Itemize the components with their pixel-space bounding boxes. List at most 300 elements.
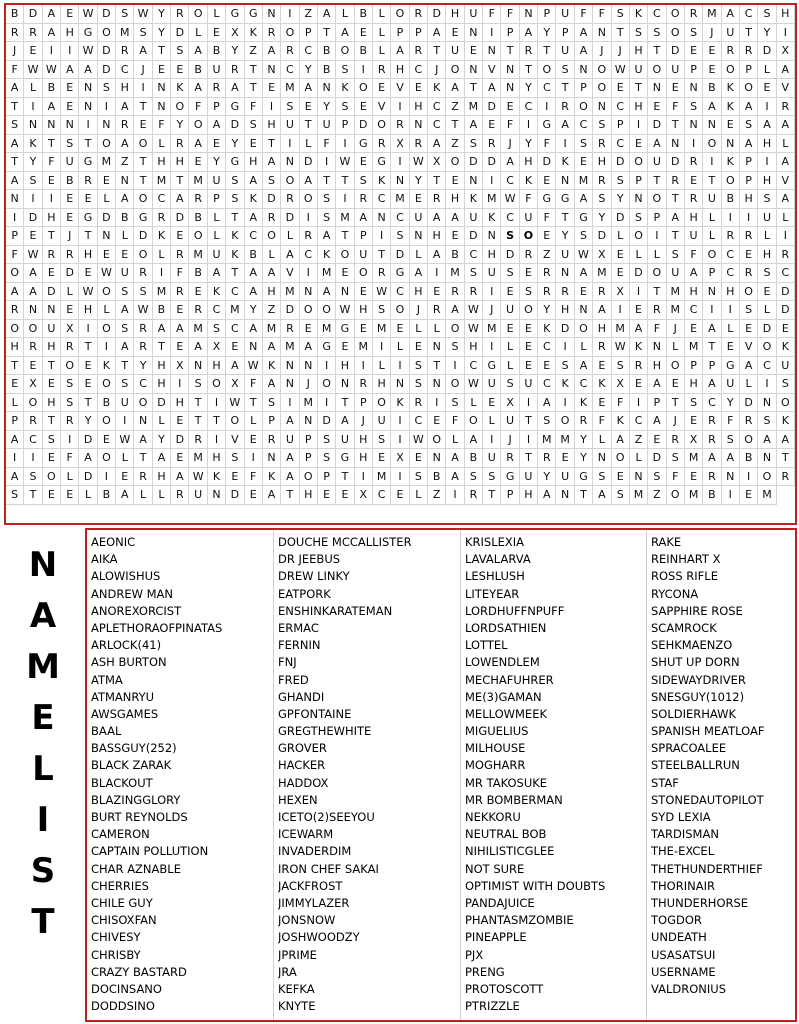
grid-cell: P (300, 431, 318, 450)
grid-cell: E (410, 190, 428, 209)
grid-cell: E (410, 449, 428, 468)
grid-cell: L (410, 486, 428, 505)
grid-cell: D (79, 431, 97, 450)
grid-cell: E (355, 320, 373, 339)
grid-cell: O (300, 190, 318, 209)
grid-cell: K (520, 172, 538, 191)
grid-cell: R (43, 246, 61, 265)
grid-cell: N (501, 79, 519, 98)
grid-cell: A (208, 264, 226, 283)
grid-cell: R (134, 468, 152, 487)
grid-cell: S (667, 246, 685, 265)
grid-cell: W (410, 153, 428, 172)
grid-cell: I (630, 283, 648, 302)
grid-cell: E (612, 468, 630, 487)
grid-cell: W (465, 320, 483, 339)
grid-cell: I (391, 431, 409, 450)
grid-cell: U (501, 301, 519, 320)
grid-cell: D (281, 209, 299, 228)
grid-cell: U (465, 209, 483, 228)
grid-cell: C (410, 61, 428, 80)
grid-cell: R (410, 5, 428, 24)
grid-cell: N (336, 283, 354, 302)
grid-cell: T (43, 357, 61, 376)
grid-cell: S (61, 135, 79, 154)
name-item: LORDHUFFNPUFF (465, 603, 565, 618)
grid-cell: L (6, 394, 24, 413)
name-item: SHUT UP DORN (651, 655, 740, 670)
grid-cell: Z (446, 98, 464, 117)
grid-cell: M (336, 209, 354, 228)
grid-cell: I (612, 301, 630, 320)
grid-cell: A (428, 246, 446, 265)
grid-cell: H (446, 190, 464, 209)
title-letter: L (32, 749, 54, 789)
name-item: APLETHORAOFPINATAS (91, 620, 223, 635)
grid-cell: Y (79, 412, 97, 431)
grid-cell: G (483, 357, 501, 376)
grid-cell: S (116, 283, 134, 302)
grid-cell: N (43, 116, 61, 135)
grid-cell: E (483, 394, 501, 413)
grid-cell: A (465, 116, 483, 135)
name-item: PJX (465, 947, 484, 962)
grid-cell: A (575, 42, 593, 61)
grid-cell: N (24, 301, 42, 320)
grid-cell: N (575, 61, 593, 80)
grid-cell: H (630, 98, 648, 117)
grid-cell: I (98, 338, 116, 357)
grid-cell: E (355, 98, 373, 117)
grid-cell: N (428, 338, 446, 357)
grid-cell: O (134, 135, 152, 154)
grid-cell: E (740, 246, 758, 265)
grid-cell: N (630, 190, 648, 209)
grid-cell: J (134, 61, 152, 80)
grid-cell: U (501, 412, 519, 431)
grid-cell: A (245, 172, 263, 191)
grid-cell: I (483, 338, 501, 357)
grid-cell: E (758, 79, 776, 98)
grid-cell: A (263, 375, 281, 394)
grid-cell: X (612, 375, 630, 394)
grid-cell: I (43, 42, 61, 61)
grid-cell: V (777, 172, 795, 191)
grid-cell: D (226, 486, 244, 505)
grid-cell: W (336, 301, 354, 320)
grid-cell: J (593, 42, 611, 61)
grid-cell: A (24, 283, 42, 302)
grid-cell: I (520, 116, 538, 135)
grid-cell: S (740, 301, 758, 320)
grid-cell: H (758, 172, 776, 191)
grid-cell: I (428, 264, 446, 283)
namelist-column-2 (274, 530, 461, 1020)
grid-cell: O (446, 153, 464, 172)
grid-cell: N (593, 24, 611, 43)
grid-cell: R (24, 412, 42, 431)
grid-cell: E (189, 283, 207, 302)
grid-cell: U (520, 468, 538, 487)
grid-cell: I (153, 264, 171, 283)
grid-cell: D (355, 116, 373, 135)
grid-cell: H (79, 301, 97, 320)
name-item: JIMMYLAZER (278, 895, 350, 910)
name-item: FRED (278, 672, 309, 687)
name-item: GREGTHEWHITE (278, 724, 372, 739)
grid-cell: I (336, 135, 354, 154)
grid-cell: A (79, 449, 97, 468)
grid-cell: S (373, 301, 391, 320)
grid-cell: S (410, 357, 428, 376)
grid-cell: U (520, 375, 538, 394)
grid-cell: I (24, 98, 42, 117)
grid-cell: J (61, 227, 79, 246)
grid-cell: X (226, 24, 244, 43)
grid-cell: S (593, 190, 611, 209)
grid-cell: M (153, 172, 171, 191)
grid-cell: R (722, 227, 740, 246)
grid-cell: O (98, 375, 116, 394)
name-item: AEONIC (91, 535, 136, 549)
grid-cell: F (667, 98, 685, 117)
grid-cell: I (6, 209, 24, 228)
grid-cell: E (171, 227, 189, 246)
grid-cell: R (483, 135, 501, 154)
grid-cell: N (648, 338, 666, 357)
grid-cell: S (612, 357, 630, 376)
name-item: ANDREW MAN (91, 586, 173, 601)
grid-cell: L (281, 227, 299, 246)
grid-cell: O (98, 412, 116, 431)
grid-cell: I (281, 135, 299, 154)
grid-cell: H (43, 338, 61, 357)
grid-cell: F (520, 190, 538, 209)
grid-cell: L (98, 301, 116, 320)
grid-cell: K (263, 357, 281, 376)
grid-cell: N (593, 98, 611, 117)
namelist-column-4 (647, 530, 795, 1020)
grid-cell: L (208, 227, 226, 246)
grid-cell: W (226, 394, 244, 413)
grid-cell: H (758, 135, 776, 154)
grid-cell: T (134, 449, 152, 468)
grid-cell: K (336, 79, 354, 98)
grid-cell: P (300, 449, 318, 468)
grid-cell: B (446, 246, 464, 265)
grid-cell: R (24, 338, 42, 357)
grid-cell: B (428, 468, 446, 487)
grid-cell: U (465, 5, 483, 24)
grid-cell: L (153, 135, 171, 154)
grid-cell: F (446, 412, 464, 431)
grid-cell: U (336, 431, 354, 450)
grid-cell: W (189, 468, 207, 487)
grid-cell: E (483, 116, 501, 135)
grid-cell: F (6, 61, 24, 80)
grid-cell: R (61, 246, 79, 265)
grid-cell: E (630, 135, 648, 154)
name-item: OPTIMIST WITH DOUBTS (465, 878, 606, 893)
grid-cell: P (300, 24, 318, 43)
grid-cell: S (612, 5, 630, 24)
grid-cell: T (703, 172, 721, 191)
grid-cell: R (134, 338, 152, 357)
grid-cell: E (61, 5, 79, 24)
grid-cell: O (98, 320, 116, 339)
grid-cell: H (171, 153, 189, 172)
grid-cell: T (667, 394, 685, 413)
grid-cell: M (98, 153, 116, 172)
grid-cell: W (134, 5, 152, 24)
grid-cell: R (501, 449, 519, 468)
grid-cell: N (667, 135, 685, 154)
grid-cell: K (556, 153, 574, 172)
grid-cell: S (263, 172, 281, 191)
grid-cell: U (556, 42, 574, 61)
grid-cell: O (648, 190, 666, 209)
grid-cell: A (703, 320, 721, 339)
grid-cell: E (758, 283, 776, 302)
name-item: INVADERDIM (278, 844, 352, 859)
grid-cell: I (428, 394, 446, 413)
grid-cell: C (24, 431, 42, 450)
grid-cell: R (465, 283, 483, 302)
grid-cell: K (226, 246, 244, 265)
grid-cell: T (667, 227, 685, 246)
name-item: USASATSUI (651, 947, 716, 962)
grid-cell: A (428, 209, 446, 228)
grid-cell: O (61, 357, 79, 376)
grid-cell: P (391, 24, 409, 43)
grid-cell: U (281, 116, 299, 135)
grid-cell: F (538, 135, 556, 154)
grid-cell: A (116, 98, 134, 117)
grid-cell: O (373, 116, 391, 135)
grid-cell: U (520, 209, 538, 228)
grid-cell: L (575, 338, 593, 357)
name-item: STONEDAUTOPILOT (651, 792, 764, 807)
grid-cell: H (630, 42, 648, 61)
grid-cell: T (483, 486, 501, 505)
grid-cell: X (501, 394, 519, 413)
grid-cell: N (630, 468, 648, 487)
grid-cell: X (777, 42, 795, 61)
grid-cell: H (520, 153, 538, 172)
grid-cell: C (685, 301, 703, 320)
grid-cell: G (501, 468, 519, 487)
grid-cell: E (446, 172, 464, 191)
grid-cell: S (410, 468, 428, 487)
grid-cell: H (373, 375, 391, 394)
grid-cell: O (300, 301, 318, 320)
grid-cell: T (6, 153, 24, 172)
grid-cell: E (391, 486, 409, 505)
grid-cell: G (245, 5, 263, 24)
grid-cell: T (336, 468, 354, 487)
grid-cell: L (373, 357, 391, 376)
grid-cell: E (61, 98, 79, 117)
grid-cell: I (446, 357, 464, 376)
grid-cell: I (777, 227, 795, 246)
grid-cell: O (355, 79, 373, 98)
grid-cell: O (336, 42, 354, 61)
grid-cell: K (556, 375, 574, 394)
grid-cell: D (226, 116, 244, 135)
grid-cell: D (428, 5, 446, 24)
name-item: ENSHINKARATEMAN (278, 603, 393, 618)
grid-cell: E (24, 357, 42, 376)
grid-cell: N (300, 357, 318, 376)
grid-cell: H (79, 246, 97, 265)
grid-cell: Y (520, 79, 538, 98)
grid-cell: A (318, 5, 336, 24)
grid-cell: L (153, 412, 171, 431)
grid-cell: A (355, 209, 373, 228)
grid-cell: O (6, 264, 24, 283)
grid-cell: P (501, 486, 519, 505)
grid-cell: M (373, 320, 391, 339)
grid-cell: T (153, 42, 171, 61)
grid-cell: O (612, 449, 630, 468)
grid-cell: Y (575, 449, 593, 468)
grid-cell: R (208, 79, 226, 98)
name-item: MELLOWMEEK (465, 706, 548, 721)
grid-cell: S (373, 431, 391, 450)
grid-cell: T (648, 42, 666, 61)
grid-cell: N (685, 116, 703, 135)
grid-cell: E (79, 190, 97, 209)
grid-cell: D (538, 153, 556, 172)
grid-cell: Y (208, 153, 226, 172)
grid-cell: X (685, 431, 703, 450)
grid-cell: E (171, 449, 189, 468)
grid-cell: N (300, 412, 318, 431)
grid-cell: B (61, 172, 79, 191)
grid-cell: R (685, 153, 703, 172)
grid-cell: O (208, 375, 226, 394)
grid-cell: L (153, 246, 171, 265)
grid-cell: J (703, 24, 721, 43)
grid-cell: L (593, 431, 611, 450)
grid-cell: I (61, 42, 79, 61)
grid-cell: A (538, 486, 556, 505)
grid-cell: E (667, 79, 685, 98)
grid-cell: A (740, 357, 758, 376)
name-item: ATMA (91, 672, 123, 687)
grid-cell: E (593, 394, 611, 413)
grid-cell: I (556, 338, 574, 357)
title-letter: T (31, 902, 55, 942)
grid-cell: O (98, 283, 116, 302)
grid-cell: P (648, 209, 666, 228)
grid-cell: S (446, 338, 464, 357)
grid-cell: J (501, 431, 519, 450)
name-item: TARDISMAN (651, 827, 719, 842)
grid-cell: T (43, 227, 61, 246)
grid-cell: T (612, 24, 630, 43)
grid-cell: H (593, 320, 611, 339)
grid-cell: M (318, 264, 336, 283)
name-item: LOTTEL (465, 638, 508, 653)
grid-cell: M (575, 172, 593, 191)
grid-cell: I (538, 98, 556, 117)
grid-cell: R (538, 264, 556, 283)
grid-cell: I (24, 449, 42, 468)
grid-cell: E (722, 338, 740, 357)
grid-cell: P (685, 61, 703, 80)
grid-cell: Y (153, 431, 171, 450)
grid-cell: E (575, 153, 593, 172)
name-item: VALDRONIUS (651, 981, 727, 996)
grid-cell: H (483, 246, 501, 265)
grid-cell: S (685, 98, 703, 117)
grid-cell: T (538, 42, 556, 61)
grid-cell: O (134, 394, 152, 413)
grid-cell: W (465, 375, 483, 394)
word-search-grid (4, 3, 797, 525)
grid-cell: D (465, 227, 483, 246)
name-item: SAPPHIRE ROSE (651, 603, 743, 618)
grid-cell: E (24, 42, 42, 61)
grid-cell: A (245, 320, 263, 339)
grid-cell: E (410, 338, 428, 357)
grid-cell: R (667, 172, 685, 191)
name-item: ICETO(2)SEEYOU (278, 810, 375, 824)
grid-cell: M (189, 320, 207, 339)
grid-cell: I (263, 98, 281, 117)
name-item: CHILE GUY (91, 895, 153, 910)
grid-cell: A (171, 320, 189, 339)
grid-cell: T (520, 412, 538, 431)
grid-cell: H (685, 283, 703, 302)
grid-cell: S (501, 375, 519, 394)
grid-cell: I (483, 24, 501, 43)
grid-cell: E (61, 190, 79, 209)
grid-cell: O (98, 449, 116, 468)
grid-cell: I (630, 116, 648, 135)
grid-cell: W (373, 283, 391, 302)
grid-cell: L (465, 394, 483, 413)
grid-cell: R (703, 431, 721, 450)
grid-cell: T (226, 264, 244, 283)
grid-cell: N (281, 375, 299, 394)
grid-cell: H (428, 227, 446, 246)
grid-cell: O (722, 61, 740, 80)
name-item: EATPORK (278, 586, 331, 601)
grid-cell: E (171, 61, 189, 80)
grid-cell: I (336, 190, 354, 209)
grid-cell: R (373, 264, 391, 283)
grid-cell: I (281, 394, 299, 413)
grid-cell: P (740, 153, 758, 172)
grid-cell: E (428, 283, 446, 302)
grid-cell: D (24, 209, 42, 228)
grid-cell: N (410, 227, 428, 246)
grid-cell: I (758, 153, 776, 172)
grid-cell: M (465, 98, 483, 117)
grid-cell: S (226, 172, 244, 191)
grid-cell: T (208, 412, 226, 431)
grid-cell: N (556, 486, 574, 505)
grid-cell: E (501, 283, 519, 302)
grid-cell: O (281, 172, 299, 191)
grid-cell: S (556, 357, 574, 376)
grid-cell: E (263, 79, 281, 98)
grid-cell: K (465, 190, 483, 209)
grid-cell: R (263, 24, 281, 43)
grid-cell: A (685, 264, 703, 283)
